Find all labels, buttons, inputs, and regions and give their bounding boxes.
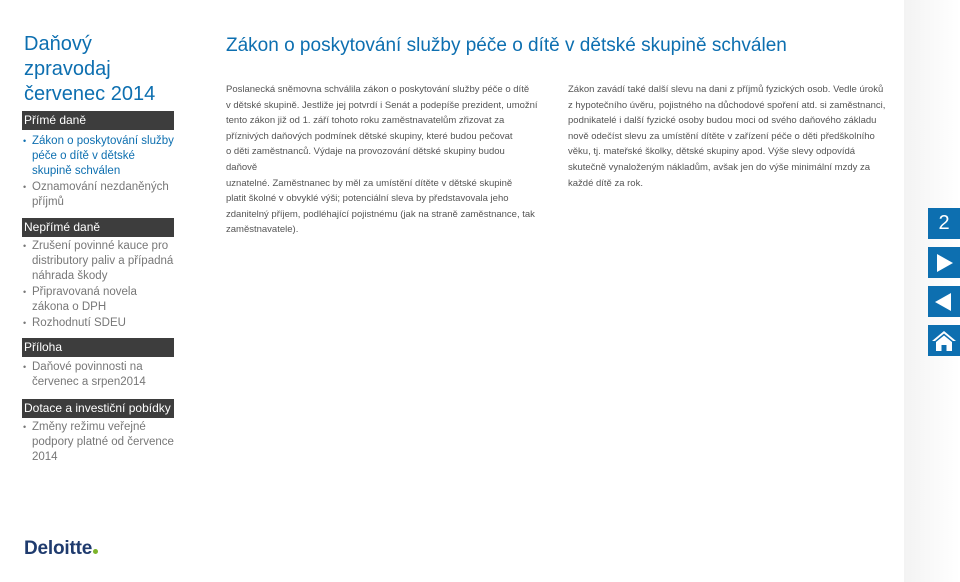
section-heading-dotace[interactable]: Dotace a investiční pobídky [22, 399, 174, 418]
nav-item-zmeny-rezimu-podpory[interactable]: • Změny režimu veřejné podpory platné od července 2014 [22, 420, 174, 465]
article-text-line: o děti zaměstnanců. Výdaje na provozování dětské skupiny budou daňově [226, 146, 505, 173]
section-heading-priloha[interactable]: Příloha [22, 338, 174, 357]
article-text-line: z hypotečního úvěru, pojistného na důchodové spoření atd. si zaměstnanci, [568, 99, 886, 111]
article-text-line: zaměstnavatele). [226, 224, 299, 236]
newsletter-title-line2: červenec 2014 [24, 83, 156, 105]
nav-item-danove-povinnosti[interactable]: • Daňové povinnosti na červenec a srpen2014 [22, 360, 174, 390]
article-text-line: podnikatelé i další fyzické osoby budou moci od svého daňového základu [568, 115, 877, 127]
section-heading-neprime-dane[interactable]: Nepřímé daně [22, 218, 174, 237]
next-page-button[interactable] [928, 247, 960, 278]
article-text-line: skutečně vynaloženým nákladům, avšak jen do výše minimální mzdy za [568, 161, 871, 173]
section-list-dotace [22, 420, 174, 466]
section-list-priloha [22, 360, 174, 391]
home-icon [931, 330, 957, 352]
next-arrow-icon [933, 252, 955, 274]
home-button[interactable] [928, 325, 960, 356]
article-text-line: uznatelné. Zaměstnanec by měl za umístění dítěte v dětské skupině [226, 177, 513, 189]
article-text-line: věku, tj. mateřské školky, dětské skupiny apod. Výše slevy odpovídá [568, 146, 856, 158]
article-text-line: každé dítě za rok. [568, 177, 643, 189]
article-title: Zákon o poskytování služby péče o dítě v dětské skupině schválen [226, 35, 787, 56]
article-text-line: Poslanecká sněmovna schválila zákon o poskytování služby péče o dítě [226, 84, 530, 95]
section-list-prime-dane [22, 134, 174, 211]
nav-item-zruseni-kauce[interactable]: • Zrušení povinné kauce pro distributory paliv a případná náhrada škody [22, 239, 174, 284]
article-text-line: příznivých daňových podmínek dětské skupiny, které budou pečovat [226, 130, 513, 142]
newsletter-title [24, 32, 174, 107]
nav-item-oznamovani-prijmu[interactable]: • Oznamování nezdaněných příjmů [22, 180, 174, 210]
nav-item-zakon-pece-o-dite[interactable]: • Zákon o poskytování služby péče o dítě v dětské skupině schválen [22, 134, 174, 179]
deloitte-logo-text: Deloitte [24, 538, 93, 559]
article-text-line: platit školné v obvyklé výši; potenciální sleva by představovala jeho [226, 193, 509, 205]
page-number-badge: 2 [928, 208, 960, 239]
article-text-line: Zákon zavádí také další slevu na dani z příjmů fyzických osob. Vedle úroků [568, 84, 884, 95]
article-column-2 [568, 82, 890, 191]
article-text-line: v dětské skupině. Jestliže jej potvrdí i Senát a podepíše prezident, umožní [226, 99, 538, 111]
nav-item-novela-dph[interactable]: • Připravovaná novela zákona o DPH [22, 285, 174, 315]
previous-page-button[interactable] [928, 286, 960, 317]
section-heading-prime-dane[interactable]: Přímé daně [22, 111, 174, 130]
article-column-1 [226, 82, 538, 238]
article-text-line: zdanitelný příjem, podléhající pojistnému (jak na straně zaměstnance, tak [226, 208, 535, 220]
section-list-neprime-dane [22, 239, 174, 332]
nav-item-rozhodnuti-sdeu[interactable]: • Rozhodnutí SDEU [22, 316, 174, 331]
article-text-line: tento zákon již od 1. září tohoto roku zaměstnavatelům zřizovat za [226, 115, 505, 127]
logo-dot-icon [93, 549, 98, 554]
sidebar [0, 0, 174, 582]
article-text-line: nově odečíst slevu za umístění dítěte v zařízení péče o děti předškolního [568, 130, 875, 142]
deloitte-logo [24, 538, 98, 560]
newsletter-title-line1: Daňový zpravodaj [24, 33, 111, 80]
prev-arrow-icon [933, 291, 955, 313]
